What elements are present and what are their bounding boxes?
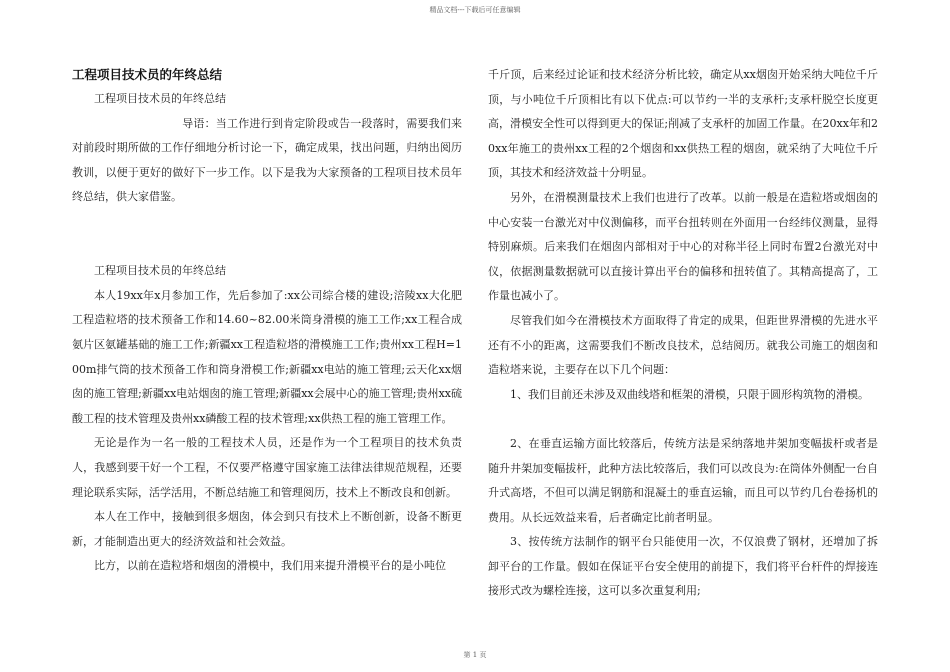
list-item: 3、按传统方法制作的钢平台只能使用一次，不仅浪费了钢材，还增加了拆卸平台的工作量。假如在保证平台安全使用的前提下，我们将平台杆件的焊接连接形式改为螺栓连接，这可以多次重复利用;: [488, 535, 878, 598]
blank-line: [72, 235, 462, 260]
page-footer: 第 1 页: [463, 651, 487, 659]
list-item: 1、我们目前还未涉及双曲线塔和框架的滑模，只限于圆形构筑物的滑模。: [510, 387, 869, 401]
intro-paragraph: 导语：当工作进行到肯定阶段或告一段落时，需要我们来对前段时期所做的工作仔细地分析讨论一下，确定成果，找出问题，归纳出阅历教训，以便于更好的做好下一步工作。以下是我为大家预备的工程项目技术员年终总结，供大家借鉴。: [72, 116, 462, 204]
body-paragraph: 本人在工作中，接触到很多烟囱，体会到只有技术上不断创新，设备不断更新，才能制造出更大的经济效益和社会效益。: [72, 510, 462, 548]
section-heading: 工程项目技术员的年终总结: [94, 264, 226, 278]
subtitle-paragraph: 工程项目技术员的年终总结: [94, 92, 226, 105]
document-title: 工程项目技术员的年终总结: [72, 67, 223, 82]
body-paragraph: 另外，在滑模测量技术上我们也进行了改革。以前一般是在造粒塔或烟囱的中心安装一台激光对中仪测偏移，而平台扭转则在外面用一台经纬仪测量，显得特别麻烦。后来我们在烟囱内部相对于中心的对称半径上同时布置2台激光对中仪，依据测量数据就可以直接计算出平台的偏移和扭转值了。其精高提高了，工作量也减小了。: [488, 190, 878, 303]
body-paragraph: 比方，以前在造粒塔和烟囱的滑模中，我们用来提升滑模平台的是小吨位: [94, 559, 446, 573]
blank-line: [72, 210, 462, 235]
list-item: 2、在垂直运输方面比较落后，传统方法是采纳落地井架加变幅拔杆或者是随升井架加变幅拔杆，此种方法比较落后，我们可以改良为:在筒体外侧配一台自升式高塔，不但可以满足钢筋和混凝土的垂直运输，而且可以节约几台卷扬机的费用。从长远效益来看，后者确定比前者明显。: [488, 436, 878, 524]
body-paragraph: 尽管我们如今在滑模技术方面取得了肯定的成果，但距世界滑模的先进水平还有不小的距离，这需要我们不断改良技术，总结阅历。就我公司施工的烟囱和造粒塔来说，主要存在以下几个问题：: [488, 313, 878, 377]
body-paragraph: 千斤顶，后来经过论证和技术经济分析比较，确定从xx烟囱开始采纳大吨位千斤顶，与小吨位千斤顶相比有以下优点:可以节约一半的支承杆;支承杆脱空长度更高，滑模安全性可以得到更大的保证;削减了支承杆的加固工作量。在20xx年和20xx年施工的贵州xx工程的2个烟囱和xx供热工程的烟囱，就采纳了大吨位千斤顶，其技术和经济效益十分明显。: [488, 68, 878, 180]
body-paragraph: 无论是作为一名一般的工程技术人员，还是作为一个工程项目的技术负责人，我感到要干好一个工程，不仅要严格遵守国家施工法律法律规范规程，还要理论联系实际，活学活用，不断总结施工和管理阅历，技术上不断改良和创新。: [72, 436, 462, 499]
left-column: [72, 63, 462, 579]
blank-line: [488, 407, 878, 432]
body-paragraph: 本人19xx年x月参加工作，先后参加了:xx公司综合楼的建设;涪陵xx大化肥工程造粒塔的技术预备工作和14.60~82.00米筒身滑模的施工工作;xx工程合成氨片区氨罐基础的施工工作;新疆xx工程造粒塔的滑模施工工作;贵州xx工程H=100m排气筒的技术预备工作和筒身滑模工作;新疆xx电站的施工管理;云天化xx烟囱的施工管理;新疆xx电站烟囱的施工管理;新疆xx会展中心的施工管理;贵州xx硫酸工程的技术管理及贵州xx磷酸工程的技术管理;xx供热工程的施工管理工作。: [72, 288, 462, 425]
page-header: 精品文档---下载后可任意编辑: [429, 6, 521, 14]
right-column: [488, 63, 878, 604]
